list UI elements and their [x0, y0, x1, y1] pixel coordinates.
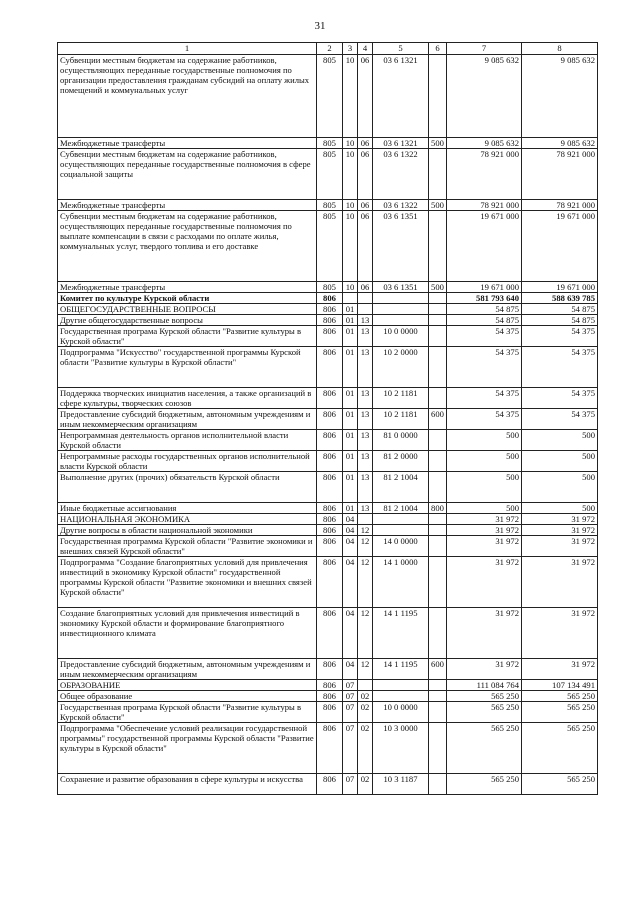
amount-year2-cell: 500	[522, 451, 598, 472]
target-article-cell: 03 6 1351	[373, 211, 429, 282]
expense-type-cell	[429, 557, 447, 608]
subsection-code-cell: 06	[358, 138, 373, 149]
section-code-cell: 01	[343, 315, 358, 326]
table-row	[58, 347, 598, 388]
subsection-code-cell: 13	[358, 315, 373, 326]
amount-year1-cell: 565 250	[447, 702, 522, 723]
table-row	[58, 304, 598, 315]
ministry-code-cell: 806	[317, 536, 343, 557]
amount-year2-cell: 31 972	[522, 536, 598, 557]
section-code-cell: 10	[343, 55, 358, 138]
target-article-cell: 10 3 1187	[373, 774, 429, 795]
subsection-code-cell: 13	[358, 347, 373, 388]
ministry-code-cell: 806	[317, 514, 343, 525]
expense-type-cell: 800	[429, 503, 447, 514]
budget-table	[57, 42, 598, 795]
ministry-code-cell: 806	[317, 702, 343, 723]
target-article-cell: 10 0 0000	[373, 702, 429, 723]
item-name-cell: Государственная программа Курской области "Развитие экономики и внешних связей Курской области"	[58, 536, 317, 557]
section-code-cell: 07	[343, 723, 358, 774]
subsection-code-cell: 12	[358, 659, 373, 680]
section-code-cell: 10	[343, 149, 358, 200]
subsection-code-cell: 13	[358, 409, 373, 430]
target-article-cell	[373, 304, 429, 315]
expense-type-cell	[429, 315, 447, 326]
amount-year2-cell: 500	[522, 503, 598, 514]
target-article-cell	[373, 293, 429, 304]
amount-year2-cell: 54 875	[522, 315, 598, 326]
target-article-cell: 03 6 1321	[373, 138, 429, 149]
item-name-cell: Подпрограмма "Создание благоприятных условий для привлечения инвестиций в экономику Курской области" государственной программы Курской области "Развитие экономики и внешних связей Курской области"	[58, 557, 317, 608]
amount-year1-cell: 31 972	[447, 525, 522, 536]
target-article-cell	[373, 525, 429, 536]
section-code-cell: 01	[343, 326, 358, 347]
item-name-cell: Непрограммная деятельность органов исполнительной власти Курской области	[58, 430, 317, 451]
amount-year2-cell: 54 375	[522, 388, 598, 409]
table-row	[58, 293, 598, 304]
amount-year2-cell: 588 639 785	[522, 293, 598, 304]
subsection-code-cell: 12	[358, 608, 373, 659]
amount-year1-cell: 78 921 000	[447, 200, 522, 211]
table-row	[58, 702, 598, 723]
amount-year2-cell: 54 375	[522, 326, 598, 347]
target-article-cell: 14 1 1195	[373, 608, 429, 659]
table-row	[58, 451, 598, 472]
ministry-code-cell: 806	[317, 347, 343, 388]
section-code-cell: 04	[343, 557, 358, 608]
amount-year2-cell: 54 875	[522, 304, 598, 315]
amount-year1-cell: 54 875	[447, 315, 522, 326]
ministry-code-cell: 806	[317, 659, 343, 680]
table-row	[58, 200, 598, 211]
item-name-cell: Непрограммные расходы государственных органов исполнительной власти Курской области	[58, 451, 317, 472]
subsection-code-cell: 06	[358, 200, 373, 211]
amount-year1-cell: 54 375	[447, 347, 522, 388]
amount-year2-cell: 54 375	[522, 347, 598, 388]
target-article-cell	[373, 315, 429, 326]
subsection-code-cell: 06	[358, 282, 373, 293]
subsection-code-cell: 06	[358, 211, 373, 282]
table-row	[58, 608, 598, 659]
target-article-cell: 10 3 0000	[373, 723, 429, 774]
amount-year1-cell: 500	[447, 503, 522, 514]
target-article-cell: 03 6 1351	[373, 282, 429, 293]
subsection-code-cell: 13	[358, 472, 373, 503]
target-article-cell: 81 2 0000	[373, 451, 429, 472]
table-row	[58, 326, 598, 347]
expense-type-cell	[429, 326, 447, 347]
header-cell: 6	[429, 43, 447, 55]
amount-year1-cell: 500	[447, 451, 522, 472]
amount-year1-cell: 565 250	[447, 774, 522, 795]
table-row	[58, 211, 598, 282]
amount-year2-cell: 78 921 000	[522, 149, 598, 200]
ministry-code-cell: 806	[317, 691, 343, 702]
amount-year1-cell: 19 671 000	[447, 282, 522, 293]
table-row	[58, 680, 598, 691]
ministry-code-cell: 806	[317, 430, 343, 451]
amount-year1-cell: 31 972	[447, 557, 522, 608]
amount-year1-cell: 54 375	[447, 409, 522, 430]
expense-type-cell	[429, 680, 447, 691]
section-code-cell	[343, 293, 358, 304]
expense-type-cell	[429, 293, 447, 304]
section-code-cell: 07	[343, 774, 358, 795]
item-name-cell: Межбюджетные трансферты	[58, 138, 317, 149]
expense-type-cell: 500	[429, 200, 447, 211]
header-cell: 4	[358, 43, 373, 55]
expense-type-cell	[429, 388, 447, 409]
amount-year2-cell: 31 972	[522, 659, 598, 680]
amount-year2-cell: 31 972	[522, 608, 598, 659]
item-name-cell: Другие вопросы в области национальной экономики	[58, 525, 317, 536]
target-article-cell: 03 6 1322	[373, 200, 429, 211]
subsection-code-cell: 06	[358, 55, 373, 138]
item-name-cell: Предоставление субсидий бюджетным, автономным учреждениям и иным некоммерческим организациям	[58, 659, 317, 680]
expense-type-cell	[429, 536, 447, 557]
ministry-code-cell: 806	[317, 293, 343, 304]
item-name-cell: Субвенции местным бюджетам на содержание работников, осуществляющих переданные государственные полномочия по организации предоставления гражданам субсидий на оплату жилых помещений и коммунальных услуг	[58, 55, 317, 138]
table-row	[58, 691, 598, 702]
expense-type-cell	[429, 347, 447, 388]
item-name-cell: Государственная програма Курской области "Развитие культуры в Курской области"	[58, 326, 317, 347]
section-code-cell: 04	[343, 525, 358, 536]
amount-year2-cell: 9 085 632	[522, 55, 598, 138]
subsection-code-cell: 02	[358, 774, 373, 795]
section-code-cell: 01	[343, 430, 358, 451]
section-code-cell: 10	[343, 282, 358, 293]
ministry-code-cell: 805	[317, 200, 343, 211]
expense-type-cell	[429, 149, 447, 200]
table-row	[58, 472, 598, 503]
section-code-cell: 04	[343, 536, 358, 557]
table-row	[58, 409, 598, 430]
table-row	[58, 282, 598, 293]
amount-year2-cell: 565 250	[522, 702, 598, 723]
amount-year2-cell: 9 085 632	[522, 138, 598, 149]
ministry-code-cell: 805	[317, 149, 343, 200]
ministry-code-cell: 806	[317, 774, 343, 795]
section-code-cell: 07	[343, 702, 358, 723]
expense-type-cell: 500	[429, 282, 447, 293]
table-row	[58, 557, 598, 608]
subsection-code-cell: 12	[358, 536, 373, 557]
section-code-cell: 01	[343, 472, 358, 503]
expense-type-cell	[429, 723, 447, 774]
target-article-cell	[373, 680, 429, 691]
subsection-code-cell: 12	[358, 525, 373, 536]
item-name-cell: Предоставление субсидий бюджетным, автономным учреждениям и иным некоммерческим организациям	[58, 409, 317, 430]
target-article-cell: 14 1 0000	[373, 557, 429, 608]
ministry-code-cell: 806	[317, 557, 343, 608]
subsection-code-cell: 02	[358, 723, 373, 774]
item-name-cell: Общее образование	[58, 691, 317, 702]
amount-year1-cell: 31 972	[447, 608, 522, 659]
ministry-code-cell: 805	[317, 138, 343, 149]
expense-type-cell	[429, 451, 447, 472]
table-row	[58, 315, 598, 326]
amount-year2-cell: 565 250	[522, 691, 598, 702]
expense-type-cell	[429, 472, 447, 503]
target-article-cell: 10 2 1181	[373, 409, 429, 430]
ministry-code-cell: 806	[317, 304, 343, 315]
table-row	[58, 536, 598, 557]
subsection-code-cell: 12	[358, 557, 373, 608]
amount-year2-cell: 19 671 000	[522, 211, 598, 282]
table-row	[58, 723, 598, 774]
table-row	[58, 525, 598, 536]
ministry-code-cell: 806	[317, 608, 343, 659]
amount-year1-cell: 581 793 640	[447, 293, 522, 304]
item-name-cell: НАЦИОНАЛЬНАЯ ЭКОНОМИКА	[58, 514, 317, 525]
section-code-cell: 01	[343, 409, 358, 430]
amount-year2-cell: 500	[522, 472, 598, 503]
amount-year1-cell: 500	[447, 472, 522, 503]
ministry-code-cell: 805	[317, 211, 343, 282]
amount-year1-cell: 31 972	[447, 659, 522, 680]
target-article-cell	[373, 514, 429, 525]
expense-type-cell	[429, 525, 447, 536]
expense-type-cell	[429, 514, 447, 525]
item-name-cell: Подпрограмма "Обеспечение условий реализации государственной программы" государственной программы Курской области "Развитие культуры в Курской области"	[58, 723, 317, 774]
table-row	[58, 503, 598, 514]
section-code-cell: 10	[343, 138, 358, 149]
target-article-cell: 81 0 0000	[373, 430, 429, 451]
subsection-code-cell: 13	[358, 451, 373, 472]
header-cell: 5	[373, 43, 429, 55]
target-article-cell: 10 2 0000	[373, 347, 429, 388]
target-article-cell: 10 0 0000	[373, 326, 429, 347]
ministry-code-cell: 806	[317, 388, 343, 409]
subsection-code-cell: 02	[358, 691, 373, 702]
target-article-cell: 14 0 0000	[373, 536, 429, 557]
item-name-cell: Межбюджетные трансферты	[58, 282, 317, 293]
target-article-cell: 81 2 1004	[373, 503, 429, 514]
amount-year2-cell: 31 972	[522, 525, 598, 536]
subsection-code-cell	[358, 304, 373, 315]
ministry-code-cell: 806	[317, 723, 343, 774]
expense-type-cell	[429, 304, 447, 315]
subsection-code-cell: 13	[358, 388, 373, 409]
amount-year2-cell: 565 250	[522, 723, 598, 774]
amount-year1-cell: 54 375	[447, 388, 522, 409]
page-number: 31	[314, 20, 326, 32]
amount-year1-cell: 111 084 764	[447, 680, 522, 691]
amount-year1-cell: 9 085 632	[447, 138, 522, 149]
amount-year2-cell: 31 972	[522, 557, 598, 608]
amount-year1-cell: 54 875	[447, 304, 522, 315]
expense-type-cell: 500	[429, 138, 447, 149]
item-name-cell: Сохранение и развитие образования в сфере культуры и искусства	[58, 774, 317, 795]
section-code-cell: 10	[343, 200, 358, 211]
item-name-cell: ОБЩЕГОСУДАРСТВЕННЫЕ ВОПРОСЫ	[58, 304, 317, 315]
header-row	[58, 43, 598, 55]
subsection-code-cell: 02	[358, 702, 373, 723]
amount-year1-cell: 565 250	[447, 691, 522, 702]
item-name-cell: Субвенции местным бюджетам на содержание работников, осуществляющих переданные государственные полномочия в сфере социальной защиты	[58, 149, 317, 200]
target-article-cell: 10 2 1181	[373, 388, 429, 409]
expense-type-cell	[429, 55, 447, 138]
item-name-cell: Государственная програма Курской области "Развитие культуры в Курской области"	[58, 702, 317, 723]
expense-type-cell	[429, 702, 447, 723]
table-row	[58, 514, 598, 525]
item-name-cell: Межбюджетные трансферты	[58, 200, 317, 211]
ministry-code-cell: 806	[317, 326, 343, 347]
subsection-code-cell: 13	[358, 326, 373, 347]
amount-year2-cell: 107 134 491	[522, 680, 598, 691]
section-code-cell: 01	[343, 388, 358, 409]
amount-year2-cell: 500	[522, 430, 598, 451]
ministry-code-cell: 806	[317, 409, 343, 430]
section-code-cell: 07	[343, 691, 358, 702]
target-article-cell: 14 1 1195	[373, 659, 429, 680]
table-row	[58, 430, 598, 451]
amount-year1-cell: 9 085 632	[447, 55, 522, 138]
amount-year2-cell: 31 972	[522, 514, 598, 525]
table-body	[58, 55, 598, 795]
subsection-code-cell	[358, 680, 373, 691]
subsection-code-cell: 06	[358, 149, 373, 200]
target-article-cell	[373, 691, 429, 702]
item-name-cell: Выполнение других (прочих) обязательств Курской области	[58, 472, 317, 503]
item-name-cell: Комитет по культуре Курской области	[58, 293, 317, 304]
header-cell: 8	[522, 43, 598, 55]
section-code-cell: 01	[343, 451, 358, 472]
item-name-cell: Другие общегосударственные вопросы	[58, 315, 317, 326]
target-article-cell: 03 6 1321	[373, 55, 429, 138]
ministry-code-cell: 806	[317, 503, 343, 514]
expense-type-cell	[429, 774, 447, 795]
item-name-cell: Поддержка творческих инициатив населения, а также организаций в сфере культуры, творческих союзов	[58, 388, 317, 409]
table-row	[58, 774, 598, 795]
section-code-cell: 07	[343, 680, 358, 691]
ministry-code-cell: 806	[317, 451, 343, 472]
section-code-cell: 04	[343, 608, 358, 659]
amount-year1-cell: 78 921 000	[447, 149, 522, 200]
expense-type-cell: 600	[429, 409, 447, 430]
amount-year1-cell: 19 671 000	[447, 211, 522, 282]
amount-year1-cell: 500	[447, 430, 522, 451]
table-row	[58, 659, 598, 680]
section-code-cell: 04	[343, 514, 358, 525]
ministry-code-cell: 805	[317, 282, 343, 293]
expense-type-cell	[429, 608, 447, 659]
table-row	[58, 149, 598, 200]
ministry-code-cell: 806	[317, 315, 343, 326]
amount-year1-cell: 565 250	[447, 723, 522, 774]
amount-year2-cell: 78 921 000	[522, 200, 598, 211]
subsection-code-cell	[358, 293, 373, 304]
section-code-cell: 01	[343, 503, 358, 514]
section-code-cell: 01	[343, 347, 358, 388]
item-name-cell: ОБРАЗОВАНИЕ	[58, 680, 317, 691]
ministry-code-cell: 806	[317, 680, 343, 691]
item-name-cell: Субвенции местным бюджетам на содержание работников, осуществляющих переданные государственные полномочия по выплате компенсации в связи с расходами по оплате жилья, коммунальных услуг, твердого топлива и его доставке	[58, 211, 317, 282]
amount-year1-cell: 54 375	[447, 326, 522, 347]
section-code-cell: 01	[343, 304, 358, 315]
amount-year1-cell: 31 972	[447, 514, 522, 525]
header-cell: 1	[58, 43, 317, 55]
header-cell: 2	[317, 43, 343, 55]
expense-type-cell	[429, 211, 447, 282]
table-row	[58, 388, 598, 409]
expense-type-cell: 600	[429, 659, 447, 680]
ministry-code-cell: 806	[317, 525, 343, 536]
item-name-cell: Иные бюджетные ассигнования	[58, 503, 317, 514]
table-row	[58, 138, 598, 149]
item-name-cell: Создание благоприятных условий для привлечения инвестиций в экономику Курской области и формирование благоприятного инвестиционного климата	[58, 608, 317, 659]
item-name-cell: Подпрограмма "Искусство" государственной программы Курской области "Развитие культуры в Курской области"	[58, 347, 317, 388]
table-row	[58, 55, 598, 138]
amount-year2-cell: 565 250	[522, 774, 598, 795]
subsection-code-cell: 13	[358, 430, 373, 451]
header-cell: 7	[447, 43, 522, 55]
header-cell: 3	[343, 43, 358, 55]
subsection-code-cell	[358, 514, 373, 525]
section-code-cell: 10	[343, 211, 358, 282]
subsection-code-cell: 13	[358, 503, 373, 514]
expense-type-cell	[429, 430, 447, 451]
target-article-cell: 03 6 1322	[373, 149, 429, 200]
amount-year1-cell: 31 972	[447, 536, 522, 557]
expense-type-cell	[429, 691, 447, 702]
ministry-code-cell: 806	[317, 472, 343, 503]
section-code-cell: 04	[343, 659, 358, 680]
ministry-code-cell: 805	[317, 55, 343, 138]
amount-year2-cell: 19 671 000	[522, 282, 598, 293]
target-article-cell: 81 2 1004	[373, 472, 429, 503]
amount-year2-cell: 54 375	[522, 409, 598, 430]
